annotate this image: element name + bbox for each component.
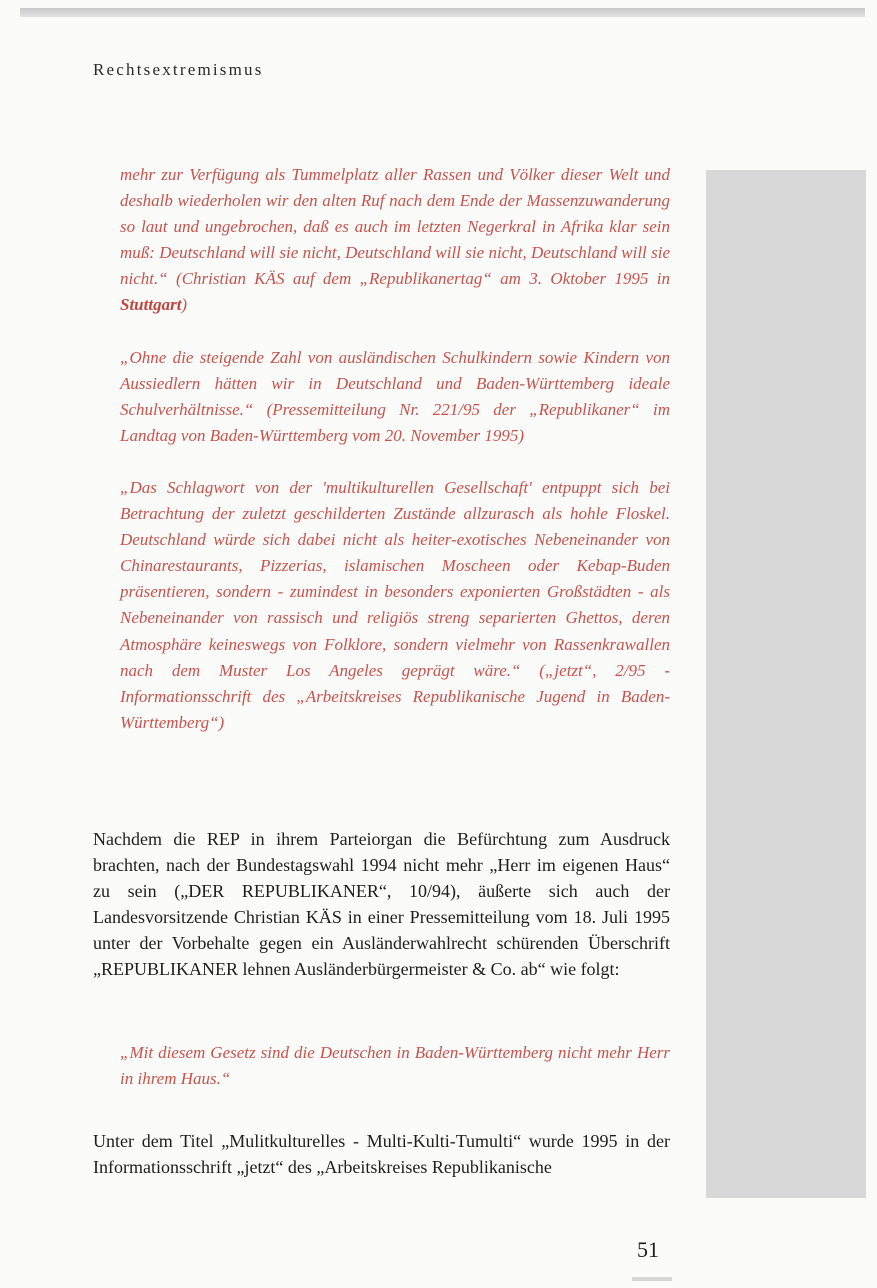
quote-jetzt-2-95: „Das Schlagwort von der 'multikulturellen Gesellschaft' entpuppt sich bei Betrachtung der zuletzt geschilderten Zustände allzurasch als hohle Floskel. Deutschland würde sich dabei nicht als heiter-exotisches Nebeneinander von Chinarestaurants, Pizzerias, islamischen Moscheen oder Kebap-Buden präsentieren, sondern - zumindest in besonders exponierten Großstädten - als Nebeneinander von rassisch und religiös streng separierten Ghettos, deren Atmosphäre keineswegs von Folklore, sondern vielmehr von Rassenkrawallen nach dem Muster Los Angeles geprägt wäre.“ („jetzt“, 2/95 - Informationsschrift des „Arbeitskreises Republikanische Jugend in Baden-Württemberg“) (120, 477, 670, 732)
body-paragraph-2: Unter dem Titel „Mulitkulturelles - Multi-Kulti-Tumulti“ wurde 1995 in der Informationsschrift „jetzt“ des „Arbeitskreises Republikanische (93, 1131, 670, 1177)
quote-block-upper (120, 162, 670, 736)
margin-sidebar (706, 170, 866, 1198)
quote-1-close: ) (181, 295, 188, 315)
quote-1-text: mehr zur Verfügung als Tummelplatz aller Rassen und Völker dieser Welt und deshalb wiederholen wir den alten Ruf nach dem Ende der Massenzuwanderung so laut und ungebrochen, daß es auch im letzten Negerkral in Afrika klar sein muß: Deutschland will sie nicht, Deutschland will sie nicht, Deutschland will sie nicht.“ (Christian KÄS auf dem „Republikanertag“ am 3. Oktober 1995 in (120, 165, 670, 289)
body-paragraph-1: Nachdem die REP in ihrem Parteiorgan die Befürchtung zum Ausdruck brachten, nach der Bundestagswahl 1994 nicht mehr „Herr im eigenen Haus“ zu sein („DER REPUBLIKANER“, 10/94), äußerte sich auch der Landesvorsitzende Christian KÄS in einer Pressemitteilung vom 18. Juli 1995 unter der Vorbehalte gegen ein Ausländerwahlrecht schürenden Überschrift „REPUBLIKANER lehnen Ausländerbürgermeister & Co. ab“ wie folgt: (93, 829, 670, 979)
running-header: Rechtsextremismus (93, 60, 264, 79)
quote-kaes-republikanertag (120, 162, 670, 319)
page-number-rule (632, 1277, 672, 1281)
page-number: 51 (637, 1237, 659, 1262)
quote-1-emphasis: Stuttgart (120, 295, 182, 315)
top-rule (20, 8, 865, 17)
quote-mit-diesem-gesetz: „Mit diesem Gesetz sind die Deutschen in Baden-Württemberg nicht mehr Herr in ihrem Haus.“ (120, 1043, 670, 1089)
quote-pressemitteilung-221: „Ohne die steigende Zahl von ausländischen Schulkindern sowie Kindern von Aussiedlern hätten wir in Deutschland und Baden-Württemberg ideale Schulverhältnisse.“ (Pressemitteilung Nr. 221/95 der „Republikaner“ im Landtag von Baden-Württemberg vom 20. November 1995) (120, 347, 670, 445)
